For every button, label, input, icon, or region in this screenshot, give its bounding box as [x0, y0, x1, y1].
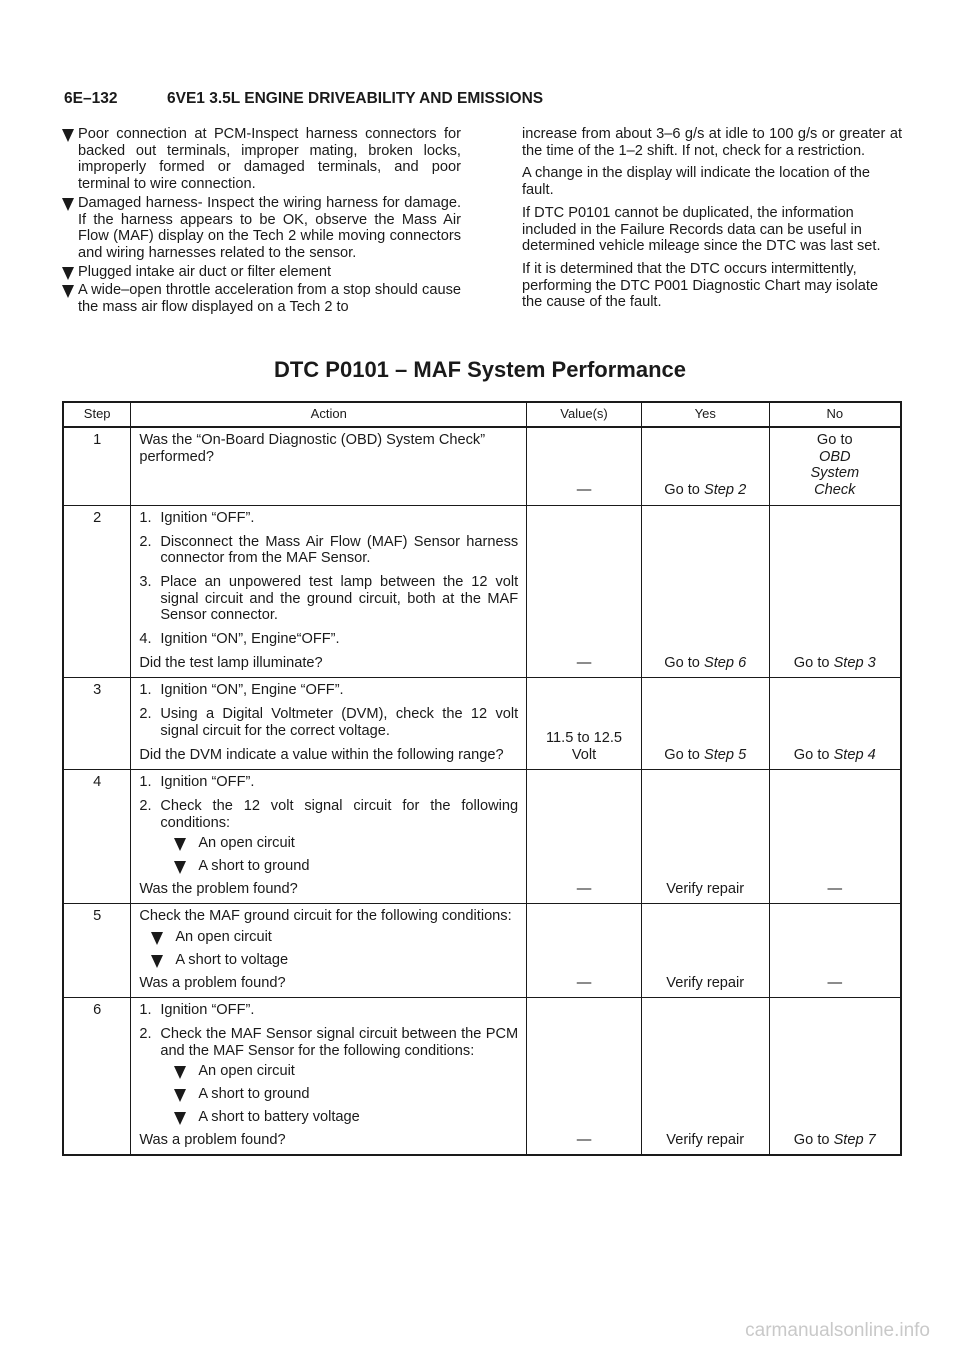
yes-cell: Verify repair — [641, 904, 769, 998]
yes-cell: Go to Step 5 — [641, 678, 769, 770]
no-cell: — — [769, 770, 901, 904]
value-cell: 11.5 to 12.5 Volt — [527, 678, 642, 770]
value-cell: — — [527, 770, 642, 904]
list-item: Damaged harness- Inspect the wiring harness for damage. If the harness appears to be OK, observe the Mass Air Flow (MAF) display on the Tech 2 while moving connectors and wiring harnesses related to the sensor. — [62, 195, 461, 262]
triangle-bullet-icon — [174, 861, 186, 874]
step-link[interactable]: Step 5 — [704, 746, 747, 763]
paragraph: increase from about 3–6 g/s at idle to 100 g/s or greater at the time of the 1–2 shift. If not, check for a restriction. — [522, 126, 902, 159]
action-cell: Check the MAF ground circuit for the following conditions: An open circuit A short to voltage Was a problem found? — [131, 904, 527, 998]
step-number: 5 — [63, 904, 131, 998]
paragraph: If it is determined that the DTC occurs intermittently, performing the DTC P001 Diagnostic Chart may isolate the cause of the fault. — [522, 260, 879, 311]
table-row — [63, 770, 901, 904]
page-header — [64, 90, 543, 108]
yes-cell: Go to Step 6 — [641, 505, 769, 678]
triangle-bullet-icon — [62, 285, 74, 298]
col-header-action: Action — [131, 402, 527, 427]
yes-cell: Verify repair — [641, 998, 769, 1155]
list-item: Plugged intake air duct or filter element — [62, 264, 461, 281]
action-cell: Was the “On-Board Diagnostic (OBD) System Check” performed? — [131, 427, 527, 505]
no-cell: Go to OBD System Check — [769, 427, 901, 505]
yes-cell: Verify repair — [641, 770, 769, 904]
step-link[interactable]: Step 3 — [833, 654, 876, 671]
table-row — [63, 998, 901, 1155]
value-cell: — — [527, 904, 642, 998]
action-cell: 1. Ignition “OFF”. 2. Check the 12 volt signal circuit for the following conditions: An open circuit A short to ground Was the problem found? — [131, 770, 527, 904]
table-row — [63, 505, 901, 678]
paragraph: A change in the display will indicate the location of the fault. — [522, 165, 871, 199]
triangle-bullet-icon — [174, 1112, 186, 1125]
value-cell: — — [527, 998, 642, 1155]
action-cell: 1. Ignition “ON”, Engine “OFF”. 2. Using a Digital Voltmeter (DVM), check the 12 volt signal circuit for the correct voltage. Did the DVM indicate a value within the following range? — [131, 678, 527, 770]
triangle-bullet-icon — [62, 267, 74, 280]
step-number: 2 — [63, 505, 131, 678]
left-column — [62, 126, 461, 318]
table-row — [63, 678, 901, 770]
col-header-no: No — [769, 402, 901, 427]
value-cell: — — [527, 427, 642, 505]
list-item: A wide–open throttle acceleration from a stop should cause the mass air flow displayed on a Tech 2 to — [62, 282, 461, 315]
triangle-bullet-icon — [62, 198, 74, 211]
step-number: 1 — [63, 427, 131, 505]
triangle-bullet-icon — [151, 932, 163, 945]
no-cell: Go to Step 3 — [769, 505, 901, 678]
no-cell: — — [769, 904, 901, 998]
step-number: 3 — [63, 678, 131, 770]
step-link[interactable]: Step 2 — [704, 482, 747, 499]
table-row — [63, 904, 901, 998]
no-cell: Go to Step 4 — [769, 678, 901, 770]
watermark: carmanualsonline.info — [745, 1320, 930, 1341]
section-title: 6VE1 3.5L ENGINE DRIVEABILITY AND EMISSIONS — [167, 90, 544, 107]
col-header-step: Step — [63, 402, 131, 427]
triangle-bullet-icon — [174, 1066, 186, 1079]
action-cell: 1. Ignition “OFF”. 2. Check the MAF Sensor signal circuit between the PCM and the MAF Sensor for the following conditions: An open circuit A short to ground A short to battery voltage Was a problem found? — [131, 998, 527, 1155]
diagnostic-table — [62, 401, 902, 1156]
triangle-bullet-icon — [62, 129, 74, 142]
paragraph: If DTC P0101 cannot be duplicated, the information included in the Failure Records data can be useful in determined vehicle mileage since the DTC was last set. — [522, 204, 881, 255]
table-header-row — [63, 402, 901, 427]
yes-cell: Go to Step 2 — [641, 427, 769, 505]
obd-check-link[interactable]: OBD System Check — [810, 448, 860, 499]
page-title: DTC P0101 – MAF System Performance — [273, 357, 687, 382]
right-column — [522, 126, 902, 317]
triangle-bullet-icon — [151, 955, 163, 968]
triangle-bullet-icon — [174, 1089, 186, 1102]
step-link[interactable]: Step 6 — [704, 654, 747, 671]
action-cell: 1. Ignition “OFF”. 2. Disconnect the Mass Air Flow (MAF) Sensor harness connector from the MAF Sensor. 3. Place an unpowered test lamp between the 12 volt signal circuit and the ground circuit, both at the MAF Sensor connector. 4. Ignition “ON”, Engine“OFF”. Did the test lamp illuminate? — [131, 505, 527, 678]
page-number: 6E–132 — [64, 90, 118, 107]
step-number: 4 — [63, 770, 131, 904]
no-cell: Go to Step 7 — [769, 998, 901, 1155]
col-header-values: Value(s) — [527, 402, 642, 427]
table-row — [63, 427, 901, 505]
step-link[interactable]: Step 4 — [833, 746, 876, 763]
step-link[interactable]: Step 7 — [833, 1131, 876, 1148]
step-number: 6 — [63, 998, 131, 1155]
value-cell: — — [527, 505, 642, 678]
list-item: Poor connection at PCM-Inspect harness connectors for backed out terminals, improper mating, broken locks, improperly formed or damaged terminals, and poor terminal to wire connection. — [62, 126, 461, 193]
triangle-bullet-icon — [174, 838, 186, 851]
col-header-yes: Yes — [641, 402, 769, 427]
